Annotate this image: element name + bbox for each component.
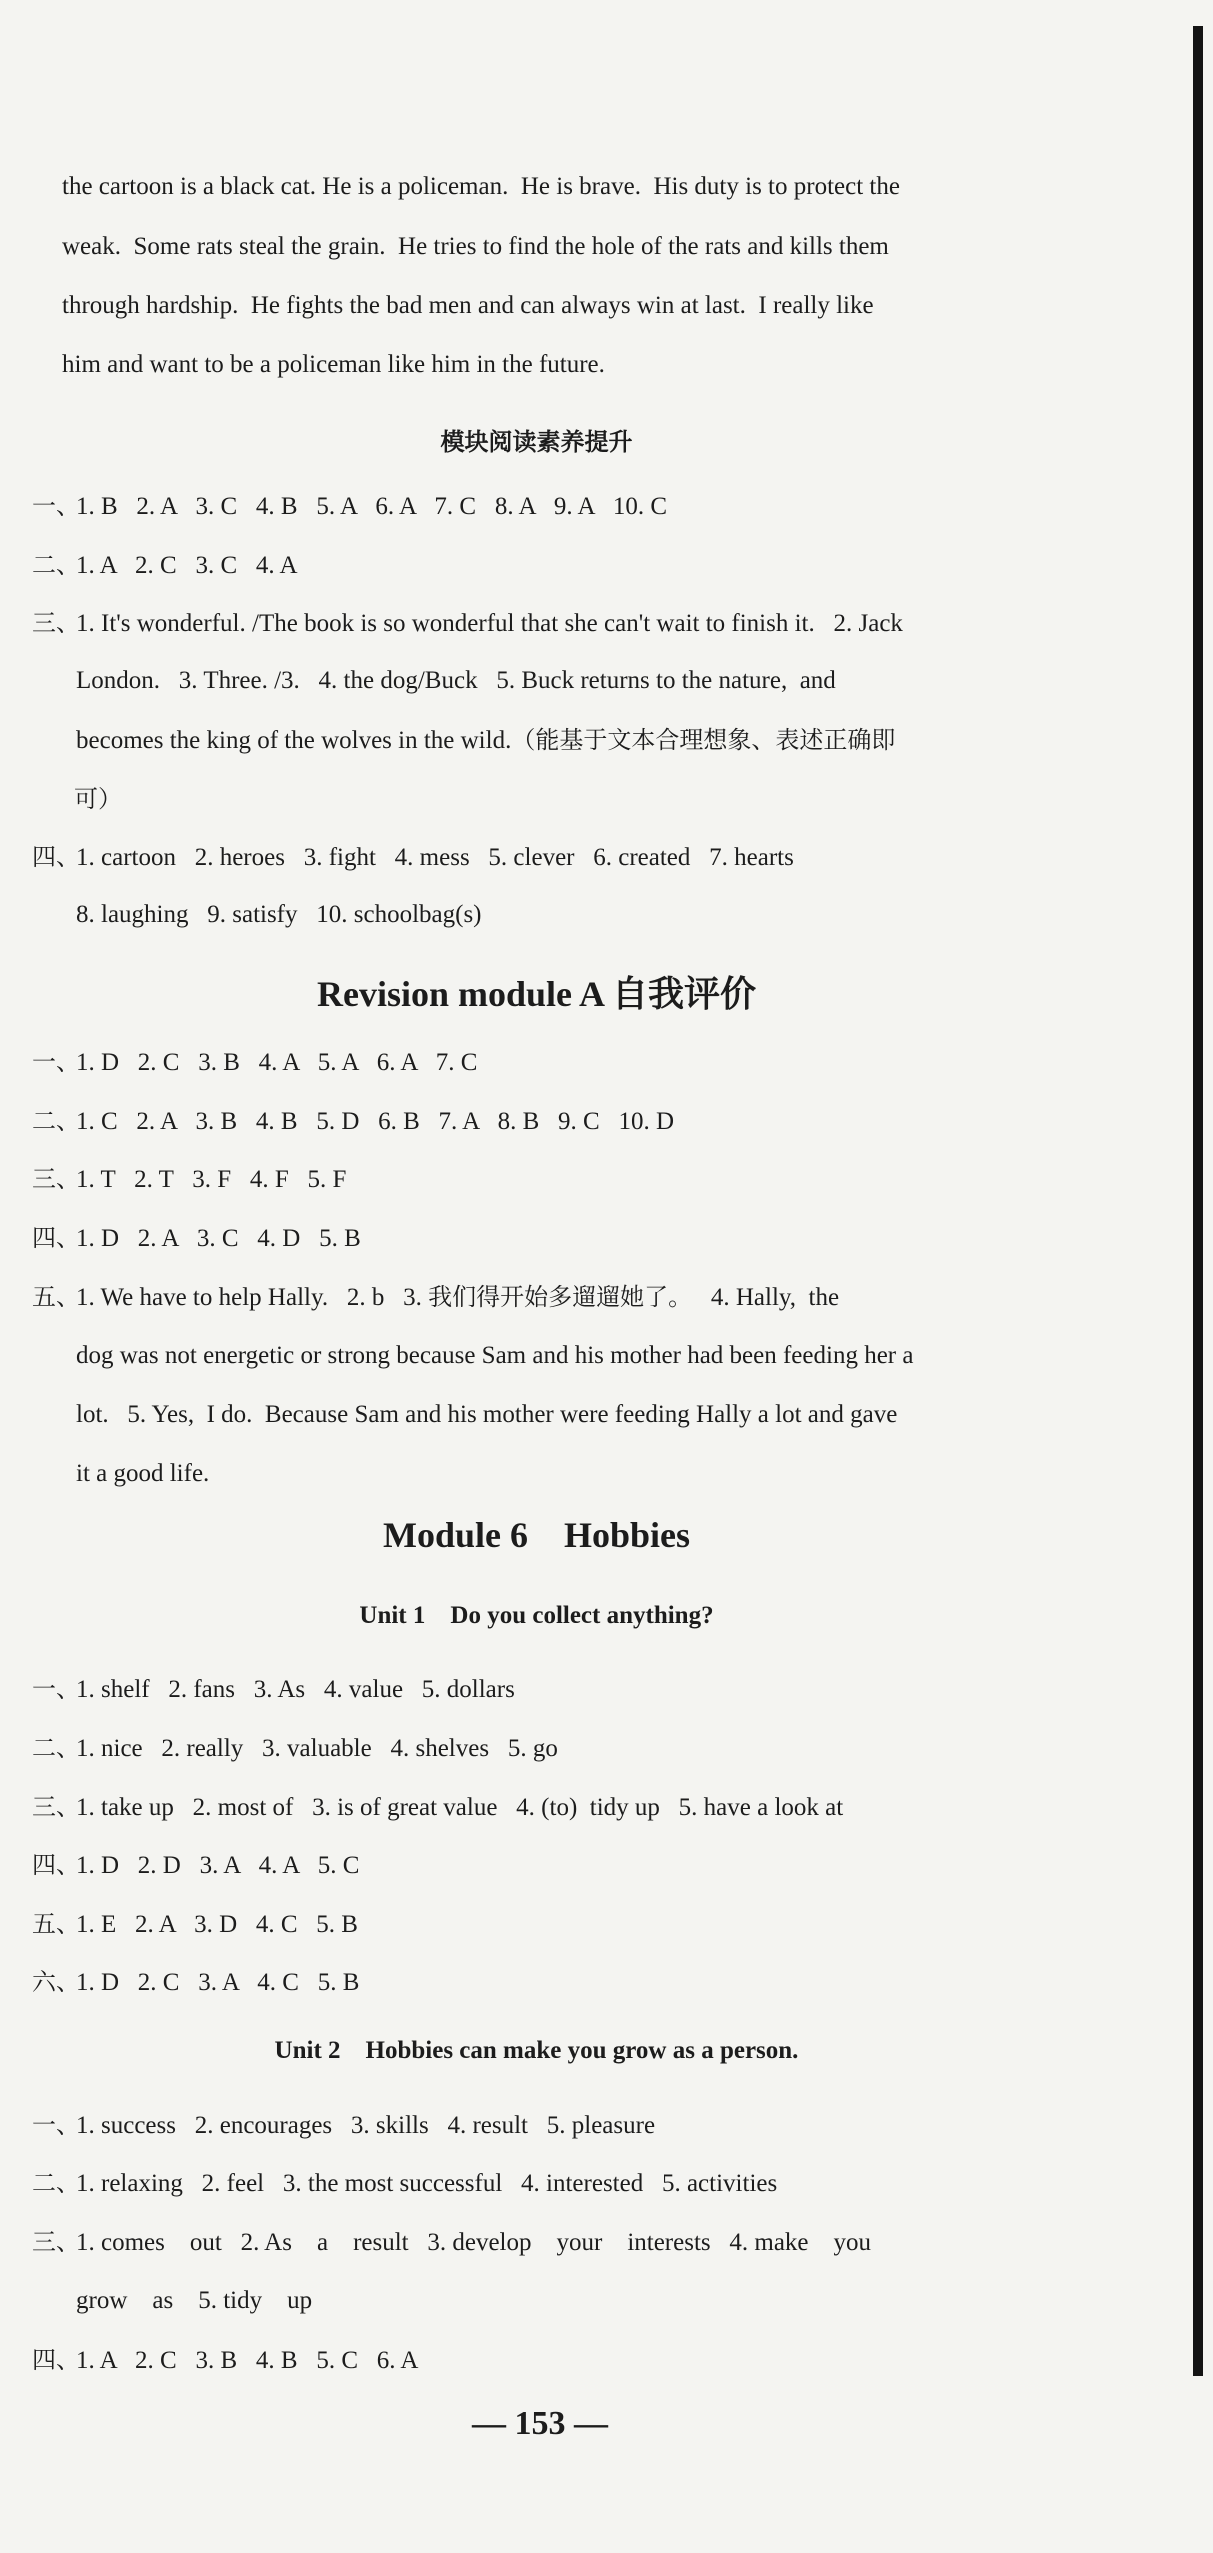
answer-line xyxy=(76,666,836,696)
question-number: 一、 xyxy=(32,1675,80,1703)
question-number: 一、 xyxy=(32,1048,80,1076)
answer-text: it a good life. xyxy=(76,1460,210,1487)
answer-line xyxy=(76,1459,209,1489)
question-number: 四、 xyxy=(32,1851,80,1879)
answer-text: 1. shelf 2. fans 3. As 4. value 5. dollars xyxy=(76,1676,515,1703)
question-number: 二、 xyxy=(32,1734,80,1762)
intro-line: the cartoon is a black cat. He is a policeman. He is brave. His duty is to protect the xyxy=(62,173,900,200)
answer-line xyxy=(76,900,482,930)
answer-text: 1. D 2. A 3. C 4. D 5. B xyxy=(76,1225,361,1252)
question-number: 五、 xyxy=(32,1283,80,1311)
answer-text: 4. Hally, the xyxy=(692,1284,840,1311)
answer-text: becomes the king of the wolves in the wild. xyxy=(76,727,512,754)
answer-line xyxy=(32,1047,477,1078)
answer-line xyxy=(32,1164,346,1195)
answer-text: 1. It's wonderful. /The book is so wonderful that she can't wait to finish it. 2. Jack xyxy=(76,610,903,637)
question-number: 一、 xyxy=(32,492,80,520)
revision-section-title: Revision module A 自我评价 xyxy=(316,974,757,1014)
answer-text: 1. relaxing 2. feel 3. the most successful 4. interested 5. activities xyxy=(76,2170,778,2197)
answer-line xyxy=(32,491,667,522)
intro-line: weak. Some rats steal the grain. He tries to find the hole of the rats and kills them xyxy=(62,233,889,260)
answer-text: 1. D 2. C 3. A 4. C 5. B xyxy=(76,1969,360,1996)
answer-text: 1. comes out 2. As a result 3. develop your interests 4. make you xyxy=(76,2229,872,2256)
question-number: 二、 xyxy=(32,1107,80,1135)
reading-section-title: 模块阅读素养提升 xyxy=(440,428,633,456)
answer-note-cn: 可） xyxy=(74,785,122,813)
question-number: 二、 xyxy=(32,551,80,579)
answer-text: 1. We have to help Hally. 2. b 3. xyxy=(76,1284,429,1311)
intro-line: him and want to be a policeman like him in the future. xyxy=(62,351,605,378)
answer-text: 1. D 2. D 3. A 4. A 5. C xyxy=(76,1852,360,1879)
answer-text: dog was not energetic or strong because Sam and his mother had been feeding her a xyxy=(76,1342,914,1369)
answer-text: 1. D 2. C 3. B 4. A 5. A 6. A 7. C xyxy=(76,1049,478,1076)
answer-line xyxy=(32,1909,358,1940)
module-title: Module 6 Hobbies xyxy=(382,1515,691,1555)
answer-text: lot. 5. Yes, I do. Because Sam and his mother were feeding Hally a lot and gave xyxy=(76,1401,898,1428)
question-number: 三、 xyxy=(32,1793,80,1821)
unit2-title: Unit 2 Hobbies can make you grow as a person. xyxy=(274,2037,799,2064)
answer-text: 1. A 2. C 3. B 4. B 5. C 6. A xyxy=(76,2347,419,2374)
intro-line: through hardship. He fights the bad men and can always win at last. I really like xyxy=(62,292,874,319)
answer-line xyxy=(32,1967,359,1998)
question-number: 三、 xyxy=(32,1165,80,1193)
question-number: 一、 xyxy=(32,2111,80,2139)
answer-text: 1. cartoon 2. heroes 3. fight 4. mess 5. clever 6. created 7. hearts xyxy=(76,844,794,871)
answer-line xyxy=(76,1341,913,1371)
answer-text: 1. nice 2. really 3. valuable 4. shelves 5. go xyxy=(76,1735,558,1762)
question-number: 五、 xyxy=(32,1910,80,1938)
answer-line xyxy=(32,1282,839,1313)
answer-text: 1. C 2. A 3. B 4. B 5. D 6. B 7. A 8. B 9. C 10. D xyxy=(76,1108,674,1135)
answer-line xyxy=(32,2110,655,2141)
question-number: 二、 xyxy=(32,2169,80,2197)
answer-line xyxy=(32,1223,361,1254)
answer-line xyxy=(76,2286,312,2316)
unit1-title: Unit 1 Do you collect anything? xyxy=(359,1602,714,1629)
page-number: — 153 — xyxy=(472,2405,608,2442)
answer-text: 1. B 2. A 3. C 4. B 5. A 6. A 7. C 8. A 9. A 10. C xyxy=(76,493,668,520)
answer-line xyxy=(32,2345,418,2376)
answer-text: 1. A 2. C 3. C 4. A xyxy=(76,552,298,579)
answer-text: 8. laughing 9. satisfy 10. schoolbag(s) xyxy=(76,901,482,928)
question-number: 四、 xyxy=(32,2346,80,2374)
answer-line xyxy=(76,1400,897,1430)
answer-text: London. 3. Three. /3. 4. the dog/Buck 5. Buck returns to the nature, and xyxy=(76,667,836,694)
answer-line xyxy=(32,2227,871,2258)
answer-text-cn: 我们得开始多遛遛她了。 xyxy=(428,1283,693,1311)
answer-line xyxy=(32,608,903,639)
answer-line xyxy=(32,1733,558,1764)
page-edge-shadow xyxy=(1193,26,1203,2376)
answer-line xyxy=(32,1106,674,1137)
answer-line xyxy=(32,1850,359,1881)
answer-line xyxy=(32,1792,843,1823)
question-number: 四、 xyxy=(32,843,80,871)
question-number: 三、 xyxy=(32,2228,80,2256)
answer-note-cn: （能基于文本合理想象、表述正确即 xyxy=(511,726,896,754)
answer-line xyxy=(32,1674,515,1705)
answer-line xyxy=(76,725,895,756)
question-number: 四、 xyxy=(32,1224,80,1252)
answer-line xyxy=(74,784,122,815)
answer-text: grow as 5. tidy up xyxy=(76,2287,313,2314)
answer-text: 1. E 2. A 3. D 4. C 5. B xyxy=(76,1911,358,1938)
answer-text: 1. take up 2. most of 3. is of great value 4. (to) tidy up 5. have a look at xyxy=(76,1794,844,1821)
answer-line xyxy=(32,550,298,581)
answer-line xyxy=(32,842,794,873)
question-number: 六、 xyxy=(32,1968,80,1996)
answer-text: 1. T 2. T 3. F 4. F 5. F xyxy=(76,1166,347,1193)
answer-text: 1. success 2. encourages 3. skills 4. result 5. pleasure xyxy=(76,2112,656,2139)
answer-line xyxy=(32,2168,777,2199)
question-number: 三、 xyxy=(32,609,80,637)
